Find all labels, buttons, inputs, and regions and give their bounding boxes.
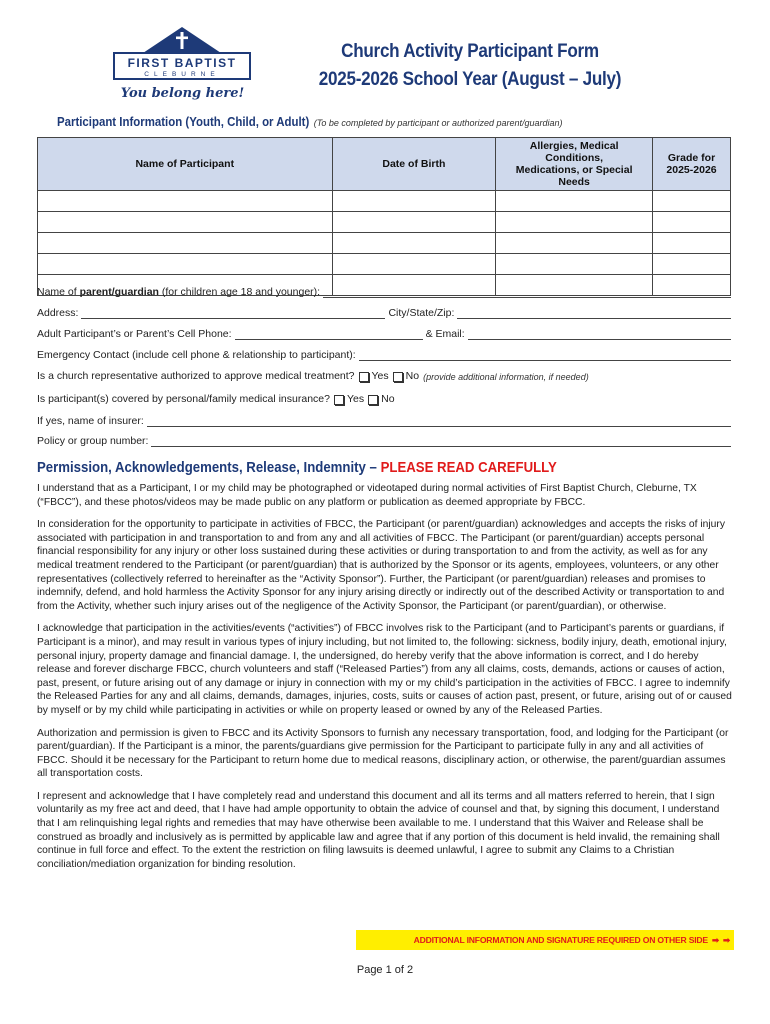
parent-label-bold: parent/guardian bbox=[79, 286, 159, 298]
insurer-label: If yes, name of insurer: bbox=[37, 415, 144, 427]
emergency-contact-field bbox=[37, 349, 731, 361]
medical-question: Is a church representative authorized to approve medical treatment? bbox=[37, 370, 355, 382]
col-grade bbox=[653, 138, 731, 191]
permission-paragraph-consideration: In consideration for the opportunity to participate in activities of FBCC, the Participant (or parent/guardian) acknowledges and accepts the risks of injury associated with participation in and transportation to and from any and all activities of FBCC. The Participant (or parent/guardian) accepts personal financial responsibility for any injury or other loss sustained during these activities or during transportation to and from the activity, as well as for any medical treatment rendered to the Participant (or parent/guardian) that is authorized by the Sponsor or its agents, employees, volunteers, or any other representatives (collectively referred to hereinafter as the “Activity Sponsor”). Further, the Participant (or parent/guardian) releases and promises to indemnify, defend, and hold harmless the Activity Sponsor for any injury arising directly or indirectly out of the described Activity or transportation to and from the Activity, whether such injury arises out of the negligence of the Activity Sponsor, the Participant (or parent/guardian), or otherwise. bbox=[37, 519, 725, 612]
form-subtitle: 2025-2026 School Year (August – July) bbox=[318, 69, 622, 90]
address-input[interactable] bbox=[81, 307, 385, 319]
allergies-cell[interactable] bbox=[496, 191, 653, 212]
parent-label bbox=[37, 286, 320, 298]
parent-label-prefix: Name of bbox=[37, 286, 80, 298]
parent-guardian-field bbox=[37, 286, 731, 298]
grade-cell[interactable] bbox=[653, 191, 731, 212]
insurance-yes-label: Yes bbox=[346, 393, 365, 405]
col-allergies bbox=[496, 138, 653, 191]
logo-city: CLEBURNE bbox=[144, 71, 220, 78]
permission-heading bbox=[37, 459, 628, 477]
allergies-cell[interactable] bbox=[496, 254, 653, 275]
col-grade-line2: 2025-2026 bbox=[666, 164, 717, 176]
insurer-input[interactable] bbox=[147, 415, 731, 427]
medical-authorization-field bbox=[37, 370, 731, 382]
table-row bbox=[38, 254, 731, 275]
emergency-label: Emergency Contact (include cell phone & relationship to participant): bbox=[37, 349, 356, 361]
form-title: Church Activity Participant Form bbox=[341, 41, 599, 62]
permission-paragraph-authorization: Authorization and permission is given to FBCC and its Activity Sponsors to furnish any necessary transportation, food, and lodging for the Participant (or parent/guardian). If the Participant is a minor, the parents/guardians give permission for the Participant to participate fully in any and all activities of FBCC. Should it be necessary for the Participant to return home due to medical reasons, disciplinary action, or otherwise, the parent/guardian assumes all transportation costs. bbox=[37, 727, 729, 780]
other-side-banner bbox=[356, 930, 734, 950]
dob-cell[interactable] bbox=[332, 212, 496, 233]
participant-name-cell[interactable] bbox=[38, 212, 333, 233]
medical-no-checkbox[interactable] bbox=[393, 372, 403, 382]
emergency-input[interactable] bbox=[359, 349, 731, 361]
insurance-field bbox=[37, 393, 731, 405]
permission-paragraph-photo: I understand that as a Participant, I or my child may be photographed or videotaped during normal activities of First Baptist Church, Cleburne, TX (“FBCC”), and these photos/videos may be made public on any platform or publication as deemed appropriate by FBCC. bbox=[37, 483, 697, 508]
insurance-question: Is participant(s) covered by personal/family medical insurance? bbox=[37, 393, 330, 405]
page-number: Page 1 of 2 bbox=[356, 964, 414, 976]
table-header-row bbox=[38, 138, 731, 191]
table-row bbox=[38, 191, 731, 212]
permission-paragraph-represent: I represent and acknowledge that I have completely read and understand this document and all its terms and all matters referred to herein, that I sign voluntarily as my free act and deed, that I have had ample opportunity to obtain the advice of counsel and that, by signing this document, I understand that I am relinquishing legal rights and remedies that may have otherwise been available to me. I understand that this Waiver and Release shall be construed as broadly and inclusively as is permitted by applicable law and agree that if any portion of this document is held invalid, the remaining shall continue in full force and effect. To the extent the restriction on filing lawsuits is deemed unlawful, I agree to submit any Claims to a Christian conciliation/mediation organization for binding resolution. bbox=[37, 790, 720, 870]
dob-cell[interactable] bbox=[332, 233, 496, 254]
city-state-zip-label: City/State/Zip: bbox=[388, 307, 455, 319]
policy-input[interactable] bbox=[151, 435, 731, 447]
table-row bbox=[38, 233, 731, 254]
col-allergies-line2: Medications, or Special Needs bbox=[515, 164, 633, 188]
email-label: & Email: bbox=[425, 328, 465, 340]
col-grade-line1: Grade for bbox=[667, 152, 716, 164]
participant-name-cell[interactable] bbox=[38, 191, 333, 212]
logo-tagline: You belong here! bbox=[120, 86, 245, 101]
logo-name: FIRST BAPTIST bbox=[127, 56, 237, 70]
grade-cell[interactable] bbox=[653, 254, 731, 275]
arrow-right-icon: ➡ bbox=[711, 934, 719, 945]
participant-name-cell[interactable] bbox=[38, 254, 333, 275]
phone-email-field bbox=[37, 328, 731, 340]
medical-no-label: No bbox=[405, 370, 420, 382]
participant-name-cell[interactable] bbox=[38, 233, 333, 254]
policy-field bbox=[37, 435, 731, 447]
permission-heading-red: PLEASE READ CAREFULLY bbox=[380, 459, 557, 476]
col-name-of-participant: Name of Participant bbox=[38, 138, 333, 191]
insurance-yes-checkbox[interactable] bbox=[334, 395, 344, 405]
policy-label: Policy or group number: bbox=[37, 435, 149, 447]
dob-cell[interactable] bbox=[332, 254, 496, 275]
other-side-banner-text: ADDITIONAL INFORMATION AND SIGNATURE REQUIRED ON OTHER SIDE bbox=[413, 935, 708, 945]
medical-yes-checkbox[interactable] bbox=[359, 372, 369, 382]
allergies-cell[interactable] bbox=[496, 212, 653, 233]
city-state-zip-input[interactable] bbox=[457, 307, 731, 319]
grade-cell[interactable] bbox=[653, 212, 731, 233]
cell-phone-label: Adult Participant’s or Parent’s Cell Phone: bbox=[37, 328, 232, 340]
permission-heading-wrap bbox=[37, 459, 557, 476]
parent-guardian-input[interactable] bbox=[323, 286, 731, 298]
arrow-right-icon: ➡ bbox=[722, 934, 730, 945]
address-label: Address: bbox=[37, 307, 79, 319]
medical-yes-label: Yes bbox=[371, 370, 389, 382]
medical-note: (provide additional information, if needed) bbox=[423, 372, 589, 382]
col-allergies-line1: Allergies, Medical Conditions, bbox=[529, 140, 619, 164]
permission-body bbox=[37, 482, 734, 880]
table-row bbox=[38, 212, 731, 233]
cell-phone-input[interactable] bbox=[235, 328, 423, 340]
insurance-no-label: No bbox=[381, 393, 395, 405]
parent-label-suffix: (for children age 18 and younger): bbox=[158, 286, 321, 298]
insurer-field bbox=[37, 415, 731, 427]
church-roof-icon bbox=[141, 24, 223, 54]
permission-heading-main: Permission, Acknowledgements, Release, Indemnity – bbox=[37, 459, 381, 476]
allergies-cell[interactable] bbox=[496, 233, 653, 254]
insurance-no-checkbox[interactable] bbox=[368, 395, 378, 405]
participant-section-heading bbox=[57, 113, 563, 131]
grade-cell[interactable] bbox=[653, 233, 731, 254]
participant-heading-text: Participant Information (Youth, Child, or Adult) bbox=[57, 114, 310, 129]
address-field bbox=[37, 307, 731, 319]
dob-cell[interactable] bbox=[332, 191, 496, 212]
permission-paragraph-acknowledge: I acknowledge that participation in the activities/events (“activities”) of FBCC involves risk to the Participant (and to Participant’s parents or guardians, if Participant is a minor), and may result in various types of injury including, but not limited to, the following: sickness, bodily injury, death, emotional injury, personal injury, property damage and financial damage. I, the undersigned, do hereby verify that the above information is correct, and I do hereby release and forever discharge FBCC, church volunteers and staff (“Released Parties”) from any all claims, costs, demands, actions or causes of action, past, present, or future arising out of any damage or injury in connection with my or my child’s participation in the activities of FBCC. I agree to indemnify the Released Parties for any and all claims, demands, damages, injuries, costs, suits or causes of action past, present, or future, arising out of or caused by myself or by my child while participating in activities or while on property leased or owned by any of the Released Parties. bbox=[37, 623, 732, 716]
email-input[interactable] bbox=[468, 328, 731, 340]
participant-table bbox=[37, 137, 731, 296]
participant-heading-note: (To be completed by participant or authorized parent/guardian) bbox=[313, 118, 563, 128]
col-date-of-birth: Date of Birth bbox=[332, 138, 496, 191]
